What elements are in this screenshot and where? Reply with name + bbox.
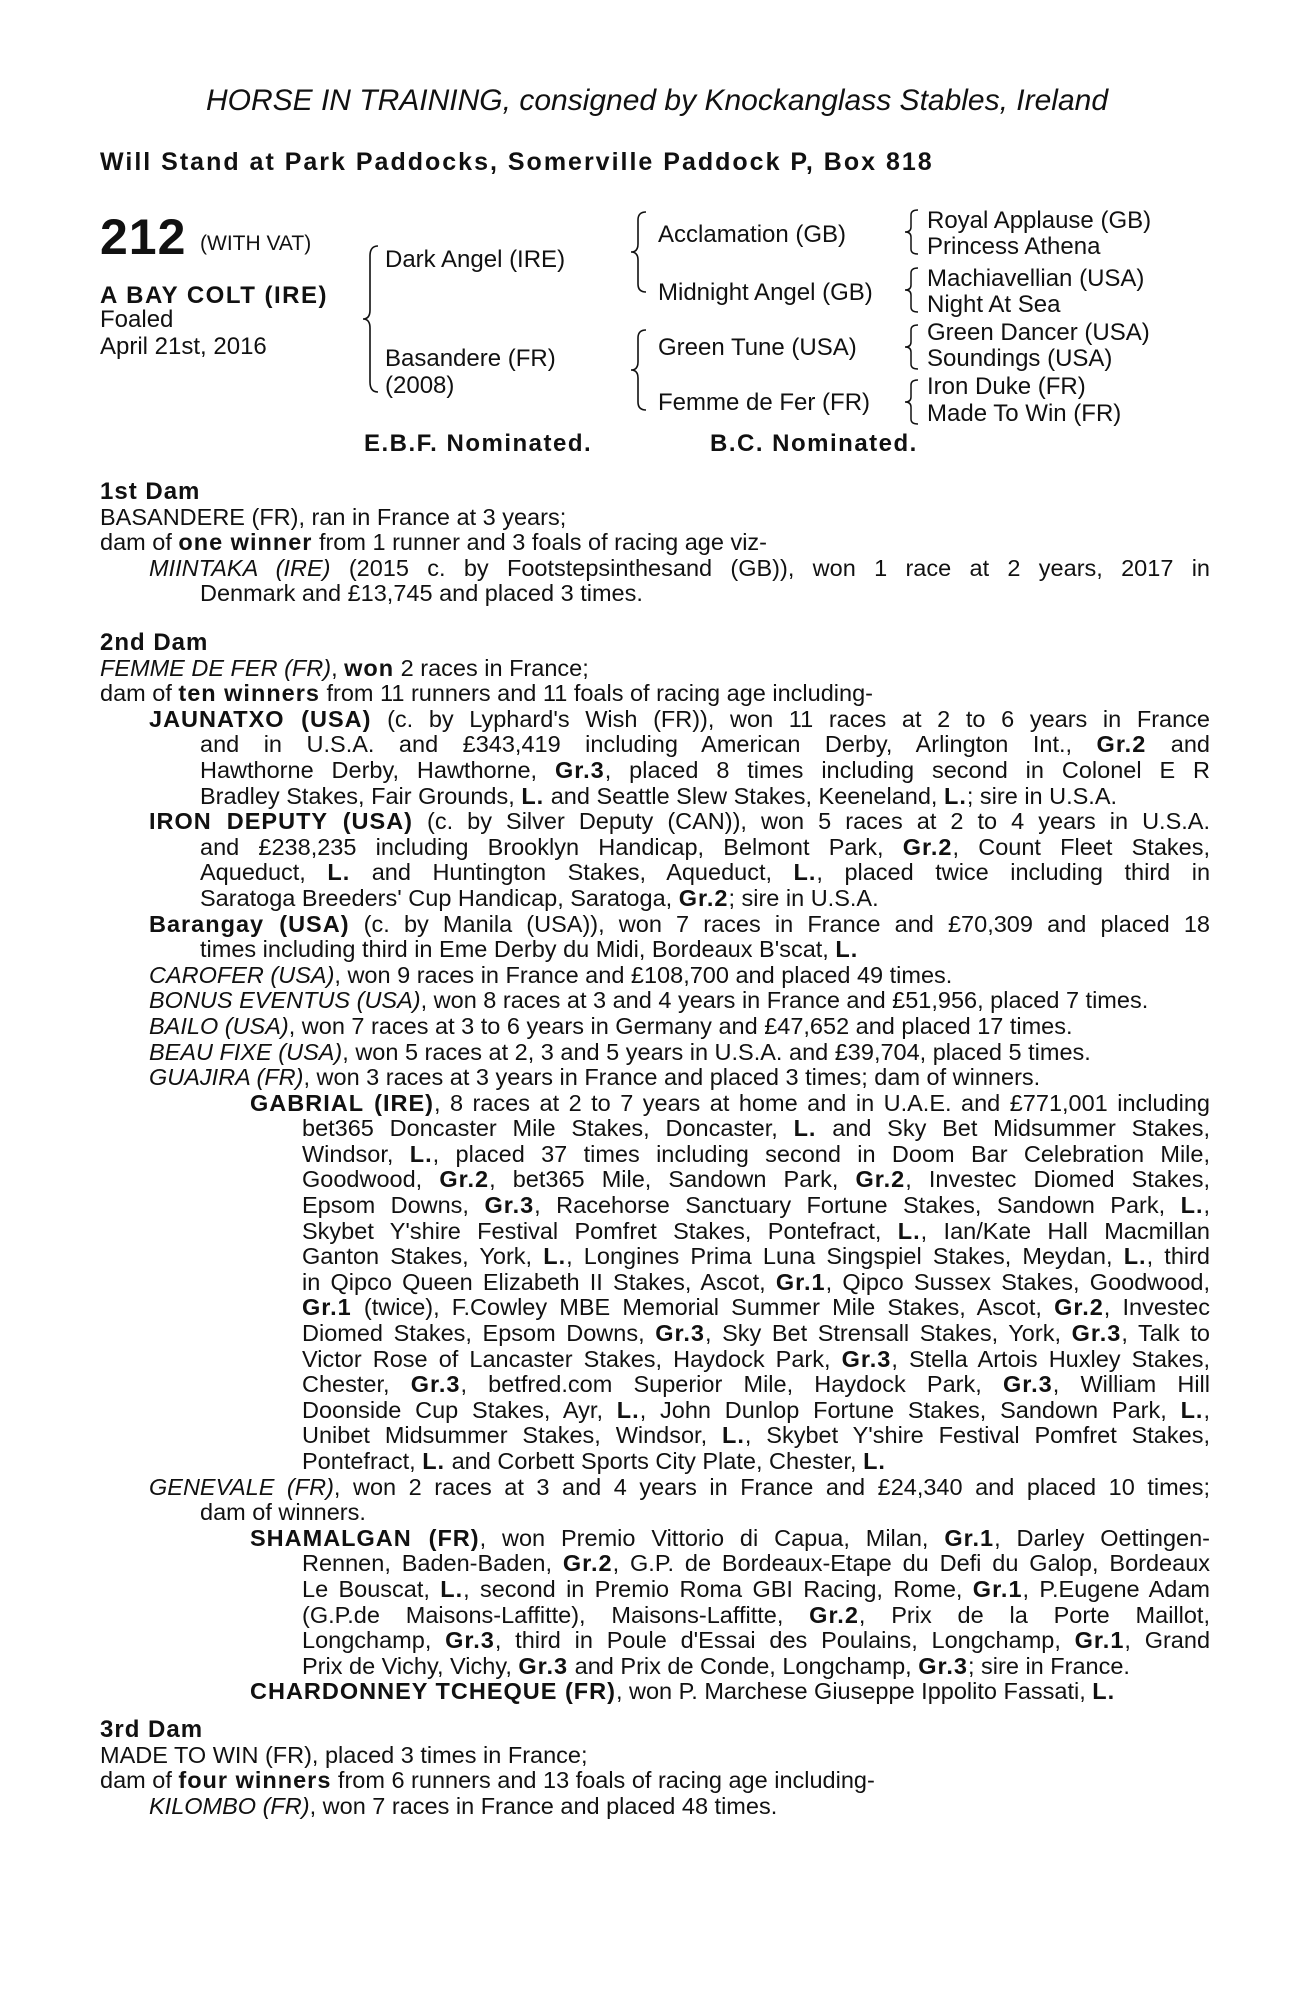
text-line: Rennen, Baden-Baden, Gr.2, G.P. de Bordeaux-Etape du Defi du Galop, Bordeaux <box>302 1550 1211 1577</box>
text-line: Saratoga Breeders' Cup Handicap, Saratoga, Gr.2; sire in U.S.A. <box>200 884 879 911</box>
text-line: Denmark and £13,745 and placed 3 times. <box>200 580 643 607</box>
text-line: CHARDONNEY TCHEQUE (FR), won P. Marchese Giuseppe Ippolito Fassati, L. <box>250 1678 1116 1705</box>
text-line: and in U.S.A. and £343,419 including American Derby, Arlington Int., Gr.2 and <box>200 731 1210 758</box>
pedigree-brace-1 <box>360 244 384 394</box>
text-line: bet365 Doncaster Mile Stakes, Doncaster, L. and Sky Bet Midsummer Stakes, <box>302 1115 1210 1142</box>
text-line: Longchamp, Gr.3, third in Poule d'Essai des Poulains, Longchamp, Gr.1, Grand <box>302 1627 1211 1654</box>
text-line: Victor Rose of Lancaster Stakes, Haydock Park, Gr.3, Stella Artois Huxley Stakes, <box>302 1345 1210 1372</box>
text-line: BAILO (USA), won 7 races at 3 to 6 years in Germany and £47,652 and placed 17 times. <box>149 1012 1073 1039</box>
text-line: dam of one winner from 1 runner and 3 foals of racing age viz- <box>100 529 767 556</box>
text-line: in Qipco Queen Elizabeth II Stakes, Ascot, Gr.1, Qipco Sussex Stakes, Goodwood, <box>302 1268 1210 1295</box>
third-dam-section <box>100 1717 1210 1819</box>
pedigree-brace-2a <box>628 210 650 294</box>
text-line: GENEVALE (FR), won 2 races at 3 and 4 years in France and £24,340 and placed 10 times; <box>149 1473 1211 1500</box>
text-line: JAUNATXO (USA) (c. by Lyphard's Wish (FR)), won 11 races at 2 to 6 years in France <box>149 705 1210 732</box>
text-line: BONUS EVENTUS (USA), won 8 races at 3 and 4 years in France and £51,956, placed 7 times. <box>149 987 1149 1014</box>
text-line: dam of four winners from 6 runners and 13 foals of racing age including- <box>100 1767 875 1794</box>
pedigree-brace-2b <box>628 328 650 412</box>
text-line: SHAMALGAN (FR), won Premio Vittorio di Capua, Milan, Gr.1, Darley Oettingen- <box>250 1524 1211 1551</box>
pedigree-brace-3b <box>902 266 922 314</box>
gg-dam-1: Princess Athena <box>927 233 1101 260</box>
vat-note: (WITH VAT) <box>200 232 312 255</box>
text-line: Skybet Y'shire Festival Pomfret Stakes, Pontefract, L., Ian/Kate Hall Macmillan <box>302 1217 1210 1244</box>
first-dam-section <box>100 479 1210 607</box>
text-line: dam of ten winners from 11 runners and 11 foals of racing age including- <box>100 680 873 707</box>
text-line: Hawthorne Derby, Hawthorne, Gr.3, placed 8 times including second in Colonel E R <box>200 756 1210 783</box>
text-line: Bradley Stakes, Fair Grounds, L. and Seattle Slew Stakes, Keeneland, L.; sire in U.S.A. <box>200 782 1118 809</box>
bc-nomination: B.C. Nominated. <box>710 430 918 457</box>
text-line: CAROFER (USA), won 9 races in France and £108,700 and placed 49 times. <box>149 961 953 988</box>
text-line: MIINTAKA (IRE) (2015 c. by Footstepsinthesand (GB)), won 1 race at 2 years, 2017 in <box>149 554 1210 581</box>
text-line: Gr.1 (twice), F.Cowley MBE Memorial Summer Mile Stakes, Ascot, Gr.2, Investec <box>302 1294 1211 1321</box>
text-line: BEAU FIXE (USA), won 5 races at 2, 3 and 5 years in U.S.A. and £39,704, placed 5 times. <box>149 1038 1091 1065</box>
horse-description: A BAY COLT (IRE) <box>100 282 329 309</box>
stand-location: Will Stand at Park Paddocks, Somerville Paddock P, Box 818 <box>100 148 934 176</box>
dam-year: (2008) <box>385 372 455 399</box>
gg-sire-2: Machiavellian (USA) <box>927 265 1145 292</box>
foaled-date: April 21st, 2016 <box>100 333 267 360</box>
text-line: FEMME DE FER (FR), won 2 races in France; <box>100 654 589 681</box>
text-line: KILOMBO (FR), won 7 races in France and placed 48 times. <box>149 1792 778 1819</box>
lot-number: 212 <box>100 209 187 265</box>
pedigree-brace-3a <box>902 208 922 256</box>
text-line: and £238,235 including Brooklyn Handicap, Belmont Park, Gr.2, Count Fleet Stakes, <box>200 833 1210 860</box>
text-line: Windsor, L., placed 37 times including second in Doom Bar Celebration Mile, <box>302 1140 1210 1167</box>
text-line: Chester, Gr.3, betfred.com Superior Mile, Haydock Park, Gr.3, William Hill <box>302 1371 1210 1398</box>
text-line: GABRIAL (IRE), 8 races at 2 to 7 years at home and in U.A.E. and £771,001 including <box>250 1089 1211 1116</box>
sire-dam-name: Midnight Angel (GB) <box>658 279 873 306</box>
dam-dam-name: Femme de Fer (FR) <box>658 389 871 416</box>
text-line: dam of winners. <box>200 1499 366 1526</box>
first-dam-heading: 1st Dam <box>100 478 201 505</box>
ebf-nomination: E.B.F. Nominated. <box>364 430 593 457</box>
sire-name: Dark Angel (IRE) <box>385 246 566 273</box>
gg-sire-3: Green Dancer (USA) <box>927 319 1150 346</box>
text-line: Ganton Stakes, York, L., Longines Prima Luna Singspiel Stakes, Meydan, L., third <box>302 1243 1211 1270</box>
pedigree-brace-3d <box>902 378 922 426</box>
dam-sire-name: Green Tune (USA) <box>658 334 857 361</box>
text-line: Diomed Stakes, Epsom Downs, Gr.3, Sky Bet Strensall Stakes, York, Gr.3, Talk to <box>302 1320 1210 1347</box>
text-line: Le Bouscat, L., second in Premio Roma GBI Racing, Rome, Gr.1, P.Eugene Adam <box>302 1575 1210 1602</box>
gg-dam-3: Soundings (USA) <box>927 345 1113 372</box>
text-line: times including third in Eme Derby du Midi, Bordeaux B'scat, L. <box>200 936 859 963</box>
text-line: Goodwood, Gr.2, bet365 Mile, Sandown Park, Gr.2, Investec Diomed Stakes, <box>302 1166 1210 1193</box>
text-line: MADE TO WIN (FR), placed 3 times in France; <box>100 1741 588 1768</box>
text-line: Unibet Midsummer Stakes, Windsor, L., Skybet Y'shire Festival Pomfret Stakes, <box>302 1422 1210 1449</box>
foaled-label: Foaled <box>100 306 174 333</box>
pedigree-brace-3c <box>902 323 922 371</box>
dam-name: Basandere (FR) <box>385 345 556 372</box>
text-line: Aqueduct, L. and Huntington Stakes, Aqueduct, L., placed twice including third in <box>200 859 1211 886</box>
text-line: Doonside Cup Stakes, Ayr, L., John Dunlop Fortune Stakes, Sandown Park, L., <box>302 1396 1210 1423</box>
gg-dam-4: Made To Win (FR) <box>927 400 1122 427</box>
sire-sire-name: Acclamation (GB) <box>658 221 847 248</box>
second-dam-section <box>100 630 1210 1705</box>
text-line: Epsom Downs, Gr.3, Racehorse Sanctuary Fortune Stakes, Sandown Park, L., <box>302 1192 1211 1219</box>
text-line: BASANDERE (FR), ran in France at 3 years; <box>100 503 567 530</box>
gg-sire-1: Royal Applause (GB) <box>927 207 1152 234</box>
text-line: Prix de Vichy, Vichy, Gr.3 and Prix de Conde, Longchamp, Gr.3; sire in France. <box>302 1652 1130 1679</box>
gg-sire-4: Iron Duke (FR) <box>927 373 1086 400</box>
text-line: (G.P.de Maisons-Laffitte), Maisons-Laffitte, Gr.2, Prix de la Porte Maillot, <box>302 1601 1210 1628</box>
gg-dam-2: Night At Sea <box>927 291 1061 318</box>
text-line: IRON DEPUTY (USA) (c. by Silver Deputy (CAN)), won 5 races at 2 to 4 years in U.S.A. <box>149 808 1210 835</box>
consignor-title: HORSE IN TRAINING, consigned by Knockanglass Stables, Ireland <box>205 84 1109 117</box>
second-dam-heading: 2nd Dam <box>100 629 209 656</box>
text-line: Barangay (USA) (c. by Manila (USA)), won 7 races in France and £70,309 and placed 18 <box>149 910 1210 937</box>
third-dam-heading: 3rd Dam <box>100 1716 204 1743</box>
text-line: Pontefract, L. and Corbett Sports City Plate, Chester, L. <box>302 1448 886 1474</box>
text-line: GUAJIRA (FR), won 3 races at 3 years in France and placed 3 times; dam of winners. <box>149 1064 1041 1091</box>
